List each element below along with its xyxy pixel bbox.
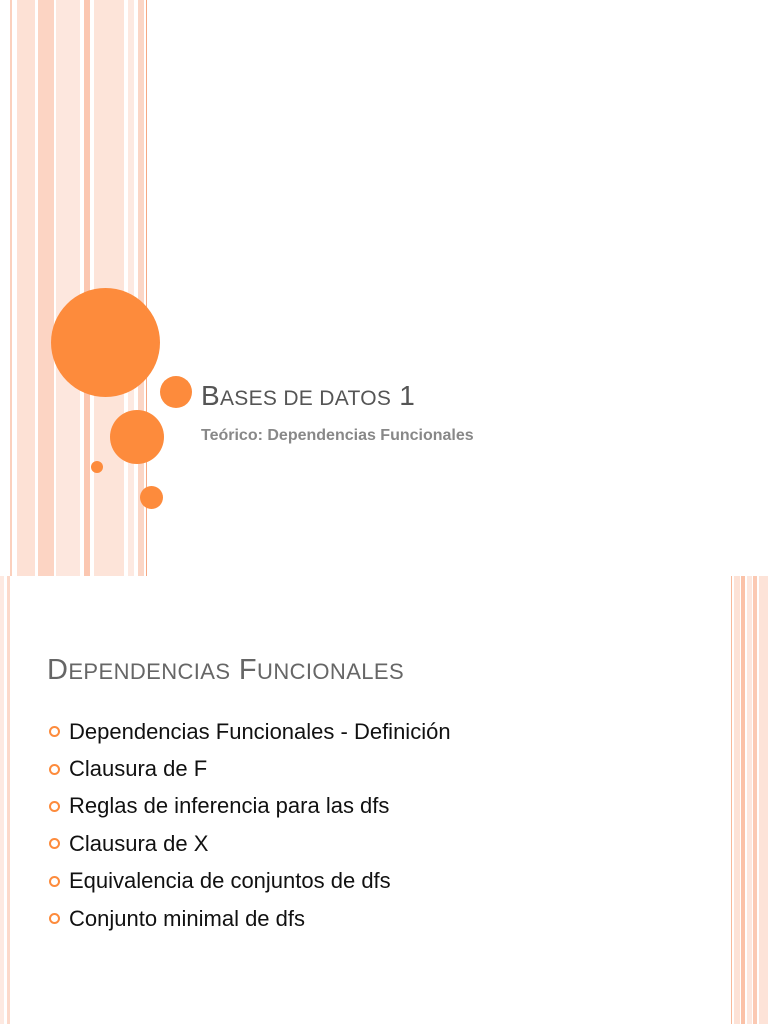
stripe-decoration bbox=[128, 0, 134, 576]
list-item-label: Clausura de X bbox=[69, 830, 209, 856]
decorative-circle-large bbox=[51, 288, 160, 397]
bullet-icon bbox=[49, 838, 60, 849]
list-item bbox=[49, 900, 451, 937]
bullet-icon bbox=[49, 726, 60, 737]
stripe-decoration bbox=[56, 0, 80, 576]
slide-title: BASES DE DATOS 1 bbox=[201, 380, 416, 411]
stripe-decoration bbox=[741, 576, 745, 1024]
stripe-decoration bbox=[759, 576, 768, 1024]
list-item-label: Dependencias Funcionales - Definición bbox=[69, 718, 451, 744]
list-item bbox=[49, 788, 451, 825]
content-slide bbox=[0, 576, 768, 1024]
slide-title: DEPENDENCIAS FUNCIONALES bbox=[47, 654, 405, 686]
decorative-circle-tiny bbox=[91, 461, 103, 473]
list-item bbox=[49, 750, 451, 787]
bullet-icon bbox=[49, 913, 60, 924]
stripe-decoration bbox=[747, 576, 752, 1024]
stripe-decoration bbox=[84, 0, 90, 576]
list-item-label: Equivalencia de conjuntos de dfs bbox=[69, 868, 391, 894]
stripe-decoration bbox=[753, 576, 757, 1024]
stripe-decoration bbox=[10, 0, 12, 576]
topic-list bbox=[49, 713, 451, 937]
slide-subtitle: Teórico: Dependencias Funcionales bbox=[201, 427, 474, 444]
list-item-label: Conjunto minimal de dfs bbox=[69, 905, 306, 931]
decorative-circle-medium bbox=[110, 410, 164, 464]
decorative-circle-small bbox=[160, 376, 192, 408]
list-item-label: Reglas de inferencia para las dfs bbox=[69, 793, 390, 819]
stripe-decoration bbox=[0, 576, 4, 1024]
stripe-decoration bbox=[7, 576, 10, 1024]
list-item bbox=[49, 863, 451, 900]
stripe-decoration bbox=[38, 0, 54, 576]
list-item-label: Clausura de F bbox=[69, 756, 208, 782]
stripe-decoration bbox=[17, 0, 35, 576]
decorative-circle-small bbox=[140, 486, 163, 509]
stripe-decoration bbox=[734, 576, 740, 1024]
list-item bbox=[49, 713, 451, 750]
bullet-icon bbox=[49, 801, 60, 812]
stripe-decoration bbox=[731, 576, 732, 1024]
bullet-icon bbox=[49, 764, 60, 775]
bullet-icon bbox=[49, 876, 60, 887]
list-item bbox=[49, 825, 451, 862]
